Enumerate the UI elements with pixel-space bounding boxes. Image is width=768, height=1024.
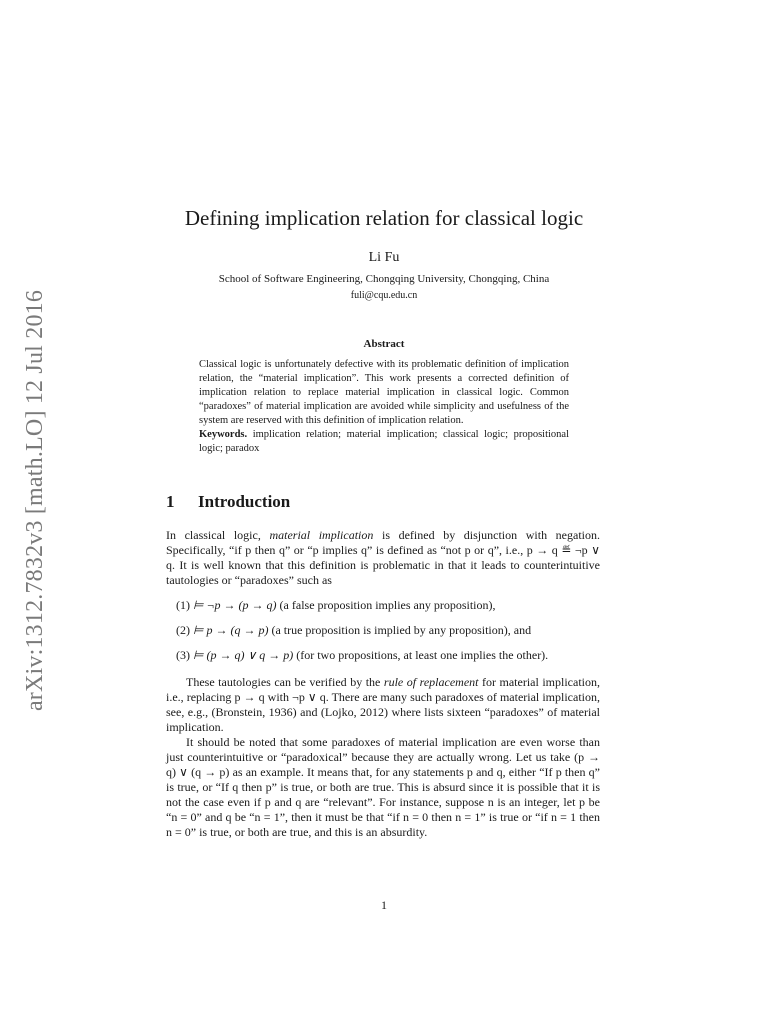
paradox-note: (a false proposition implies any proposition),	[279, 598, 496, 612]
paradox-label: (2)	[176, 623, 190, 637]
page-number: 1	[381, 898, 387, 912]
paradox-list	[176, 598, 600, 663]
arxiv-identifier-stamp	[18, 268, 54, 733]
abstract-heading: Abstract	[363, 338, 405, 350]
arxiv-identifier-text: arXiv:1312.7832v3 [math.LO] 12 Jul 2016	[22, 289, 49, 712]
paradox-note: (a true proposition is implied by any proposition), and	[271, 623, 532, 637]
section-title: Introduction	[198, 492, 291, 511]
section-body	[166, 528, 600, 840]
section-number: 1	[166, 492, 175, 511]
intro-p1-text-b: is defined by disjunction with negation. Specifically, “if p then q” or “p implies q” is defined as “not p or q”, i.e., p → q ≝ ¬p ∨ q. It is well known that this definition is problematic in that it leads to counterintuitive tautologies or “paradoxes” such as	[166, 528, 600, 587]
intro-p2-text-a: These tautologies can be verified by the	[186, 675, 384, 689]
author-name: Li Fu	[368, 250, 400, 265]
paper-title: Defining implication relation for classical logic	[184, 206, 584, 230]
keywords-line	[199, 428, 569, 456]
paradox-item	[176, 648, 600, 663]
intro-paragraph-3: It should be noted that some paradoxes of material implication are even worse than just counterintuitive or “paradoxical” because they are actually wrong. Let us take (p → q) ∨ (q → p) as an example. It means that, for any statements p and q, either “If p then q” is true, or “If q then p” is true, or both are true. This is absurd since it is possible that it is not the case even if p and q are “relevant”. For instance, suppose n is an integer, let p be “n = 0” and q be “n = 1”, then it must be that “if n = 0 then n = 1” is true or “if n = 1 then n = 0” is true, or both are true, and this is an absurdity.	[166, 735, 600, 839]
paradox-formula: ⊨ p → (q → p)	[193, 623, 269, 637]
intro-p2-text-b: for material implication, i.e., replacing p → q with ¬p ∨ q. There are many such paradoxes of material implication, see, e.g., (Bronstein, 1936) and (Lojko, 2012) where lists sixteen “paradoxes” of material implication.	[166, 675, 601, 734]
abstract-block	[199, 358, 569, 456]
author-affiliation: School of Software Engineering, Chongqing University, Chongqing, China	[218, 273, 550, 285]
paradox-item	[176, 623, 600, 638]
paradox-item	[176, 598, 600, 613]
paradox-note: (for two propositions, at least one implies the other).	[296, 648, 549, 662]
paradox-label: (3)	[176, 648, 190, 662]
intro-p1-text-a: In classical logic,	[166, 528, 270, 542]
abstract-text: Classical logic is unfortunately defective with its problematic definition of implication relation, the “material implication”. This work presents a corrected definition of implication relation to replace material implication in classical logic. Common “paradoxes” of material implication are avoided while simplicity and usefulness of the system are reserved with this definition of implication relation.	[199, 359, 569, 426]
author-email: fuli@cqu.edu.cn	[350, 290, 418, 301]
keywords-label: Keywords.	[199, 429, 248, 440]
intro-paragraph-2	[166, 675, 600, 735]
paradox-label: (1)	[176, 598, 190, 612]
paradox-formula: ⊨ (p → q) ∨ q → p)	[193, 648, 294, 662]
paradox-formula: ⊨ ¬p → (p → q)	[193, 598, 277, 612]
section-heading	[166, 492, 290, 512]
intro-p1-term: material implication	[269, 528, 374, 542]
keywords-text: implication relation; material implication; classical logic; propositional logic; paradox	[199, 429, 569, 454]
intro-paragraph-1	[166, 528, 600, 588]
intro-p2-term: rule of replacement	[383, 675, 479, 689]
